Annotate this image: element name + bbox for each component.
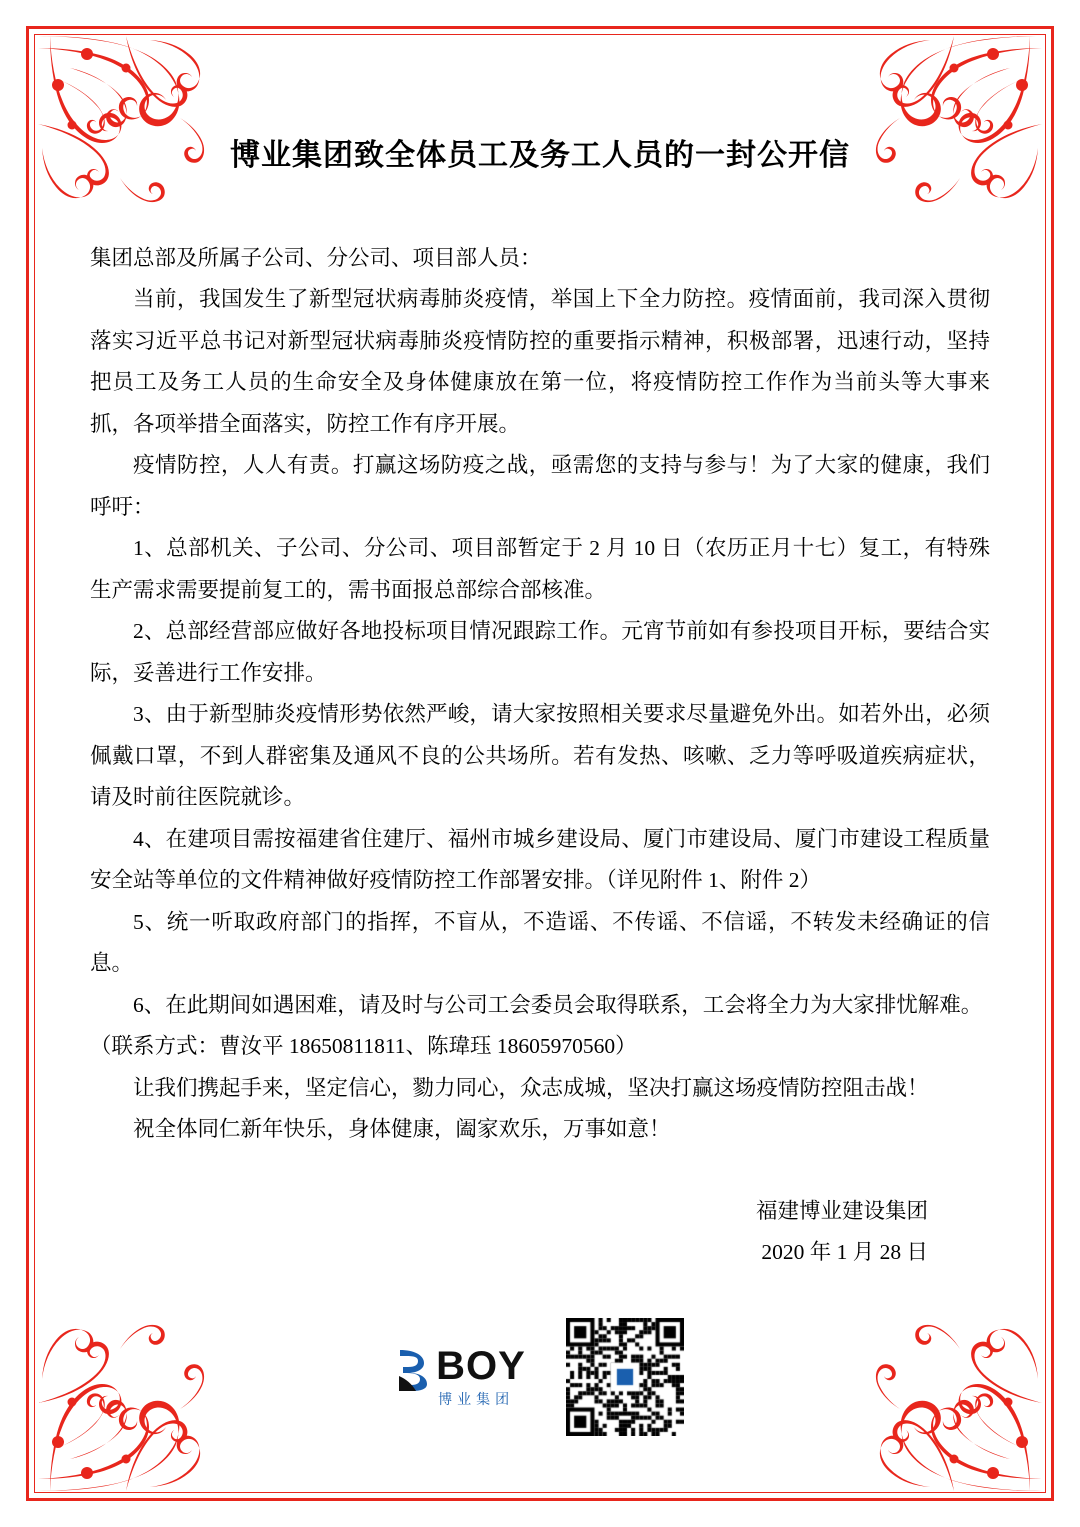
logo-text-wrap <box>436 1343 526 1409</box>
paragraph-item-5: 5、统一听取政府部门的指挥，不盲从，不造谣、不传谣、不信谣，不转发未经确证的信息。 <box>90 909 990 976</box>
contact-line: （联系方式：曹汝平 18650811811、陈瑋珏 18605970560） <box>90 1034 637 1059</box>
boy-logo-mark-icon <box>396 1346 430 1390</box>
salutation: 集团总部及所属子公司、分公司、项目部人员： <box>90 246 542 270</box>
page-title: 博业集团致全体员工及务工人员的一封公开信 <box>230 139 850 172</box>
paragraph-2: 疫情防控，人人有责。打赢这场防疫之战，亟需您的支持与参与！为了大家的健康，我们呼吁： <box>90 453 990 519</box>
signature-block <box>90 1191 990 1273</box>
closing-line-2: 祝全体同仁新年快乐，身体健康，阖家欢乐，万事如意！ <box>133 1117 671 1142</box>
signature-org: 福建博业建设集团 <box>755 1198 928 1223</box>
paragraph-item-1: 1、总部机关、子公司、分公司、项目部暂定于 2 月 10 日（农历正月十七）复工，有特殊生产需求需要提前复工的，需书面报总部综合部核准。 <box>90 536 990 602</box>
paragraph-1: 当前，我国发生了新型冠状病毒肺炎疫情，举国上下全力防控。疫情面前，我司深入贯彻落实习近平总书记对新型冠状病毒肺炎疫情防控的重要指示精神，积极部署，迅速行动，坚持把员工及务工人员的生命安全及身体健康放在第一位，将疫情防控工作作为当前头等大事来抓，各项举措全面落实，防控工作有序开展。 <box>90 287 990 436</box>
paragraph-item-3: 3、由于新型肺炎疫情形势依然严峻，请大家按照相关要求尽量避免外出。如若外出，必须佩戴口罩，不到人群密集及通风不良的公共场所。若有发热、咳嗽、乏力等呼吸道疾病症状，请及时前往医院就诊。 <box>90 702 990 810</box>
letter-body <box>90 238 990 1151</box>
paragraph-item-4: 4、在建项目需按福建省住建厅、福州市城乡建设局、厦门市建设局、厦门市建设工程质量安全站等单位的文件精神做好疫情防控工作部署安排。（详见附件 1、附件 2） <box>90 826 990 893</box>
signature-date: 2020 年 1 月 28 日 <box>761 1239 928 1264</box>
closing-line-1: 让我们携起手来，坚定信心，勠力同心，众志成城，坚决打赢这场疫情防控阻击战！ <box>133 1075 929 1100</box>
paragraph-item-2: 2、总部经营部应做好各地投标项目情况跟踪工作。元宵节前如有参投项目开标，要结合实际，妥善进行工作安排。 <box>90 619 990 685</box>
footer-logo-row <box>0 1318 1080 1436</box>
qr-code[interactable] <box>566 1318 684 1436</box>
paragraph-item-6: 6、在此期间如遇困难，请及时与公司工会委员会取得联系，工会将全力为大家排忧解难。 <box>133 992 983 1017</box>
letter-content <box>90 120 990 1272</box>
logo-wordmark: BOY <box>436 1343 526 1388</box>
logo-subtitle: 博业集团 <box>438 1390 515 1407</box>
company-logo <box>396 1343 526 1409</box>
